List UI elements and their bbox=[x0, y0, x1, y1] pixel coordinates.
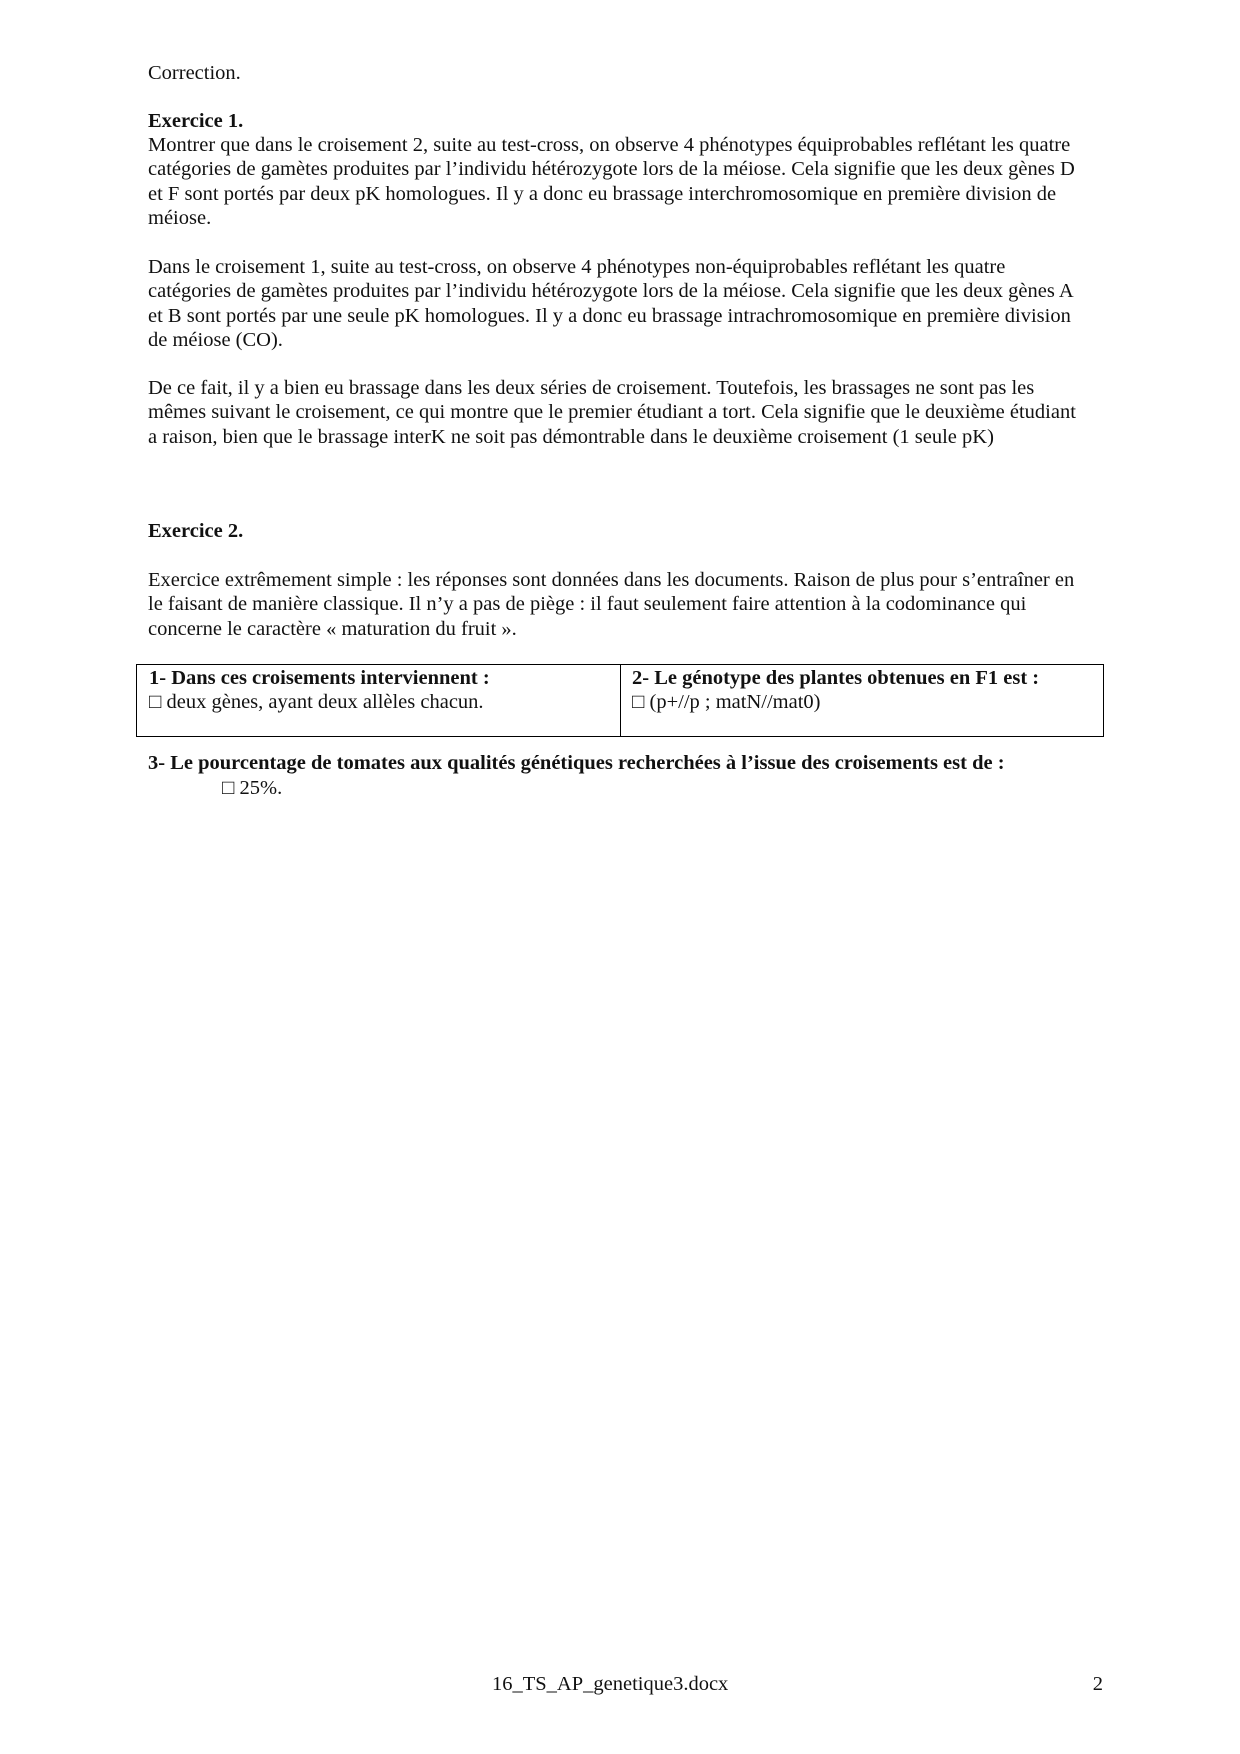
text-line: catégories de gamètes produites par l’individu hétérozygote lors de la méiose. Cela signifie que les deux gènes A bbox=[148, 280, 1074, 303]
text-line: le faisant de manière classique. Il n’y a pas de piège : il faut seulement faire attention à la codominance qui bbox=[148, 593, 1027, 616]
text-line: De ce fait, il y a bien eu brassage dans les deux séries de croisement. Toutefois, les brassages ne sont pas les bbox=[148, 377, 1035, 399]
text-line: Montrer que dans le croisement 2, suite au test-cross, on observe 4 phénotypes équiprobables reflétant les quatre bbox=[148, 134, 1071, 156]
text-line: mêmes suivant le croisement, ce qui montre que le premier étudiant a tort. Cela signifie que le deuxième étudiant bbox=[148, 401, 1076, 424]
text-line: Dans le croisement 1, suite au test-cross, on observe 4 phénotypes non-équiprobables reflétant les quatre bbox=[148, 256, 1006, 278]
text-line: méiose. bbox=[148, 207, 212, 230]
answer-1: □ deux gènes, ayant deux allèles chacun. bbox=[149, 691, 484, 714]
footer-page-number: 2 bbox=[1092, 1673, 1103, 1695]
correction-heading: Correction. bbox=[148, 62, 241, 84]
exercise-1-title: Exercice 1. bbox=[148, 110, 244, 132]
question-2: 2- Le génotype des plantes obtenues en F1 est : bbox=[632, 667, 1040, 689]
exercise-1-paragraph-3 bbox=[148, 376, 1076, 449]
text-line: et F sont portés par deux pK homologues. Il y a donc eu brassage interchromosomique en première division de bbox=[148, 182, 1057, 205]
exercise-2-title: Exercice 2. bbox=[148, 520, 244, 542]
text-line: Exercice extrêmement simple : les réponses sont données dans les documents. Raison de plus pour s’entraîner en bbox=[148, 569, 1075, 591]
exercise-1-paragraph-1 bbox=[148, 133, 1075, 231]
exercise-2-paragraph-1 bbox=[148, 568, 1074, 641]
answers-table bbox=[136, 664, 1104, 737]
text-line: et B sont portés par une seule pK homologues. Il y a donc eu brassage intrachromosomique en première division bbox=[148, 304, 1071, 327]
answers-table-row bbox=[137, 665, 1104, 737]
question-3: 3- Le pourcentage de tomates aux qualités génétiques recherchées à l’issue des croisements est de : bbox=[148, 752, 1005, 774]
text-line: catégories de gamètes produites par l’individu hétérozygote lors de la méiose. Cela signifie que les deux gènes D bbox=[148, 158, 1075, 181]
exercise-1-paragraph-2 bbox=[148, 255, 1074, 353]
answer-2: □ (p+//p ; matN//mat0) bbox=[632, 691, 821, 714]
question-1: 1- Dans ces croisements interviennent : bbox=[149, 667, 490, 689]
text-line: de méiose (CO). bbox=[148, 329, 283, 352]
answer-3: □ 25%. bbox=[222, 777, 283, 799]
text-line: concerne le caractère « maturation du fruit ». bbox=[148, 617, 517, 640]
text-line: a raison, bien que le brassage interK ne soit pas démontrable dans le deuxième croisement (1 seule pK) bbox=[148, 425, 994, 448]
answer-cell-2 bbox=[621, 665, 1104, 737]
footer-filename: 16_TS_AP_genetique3.docx bbox=[492, 1673, 729, 1695]
answer-cell-1 bbox=[137, 665, 621, 737]
